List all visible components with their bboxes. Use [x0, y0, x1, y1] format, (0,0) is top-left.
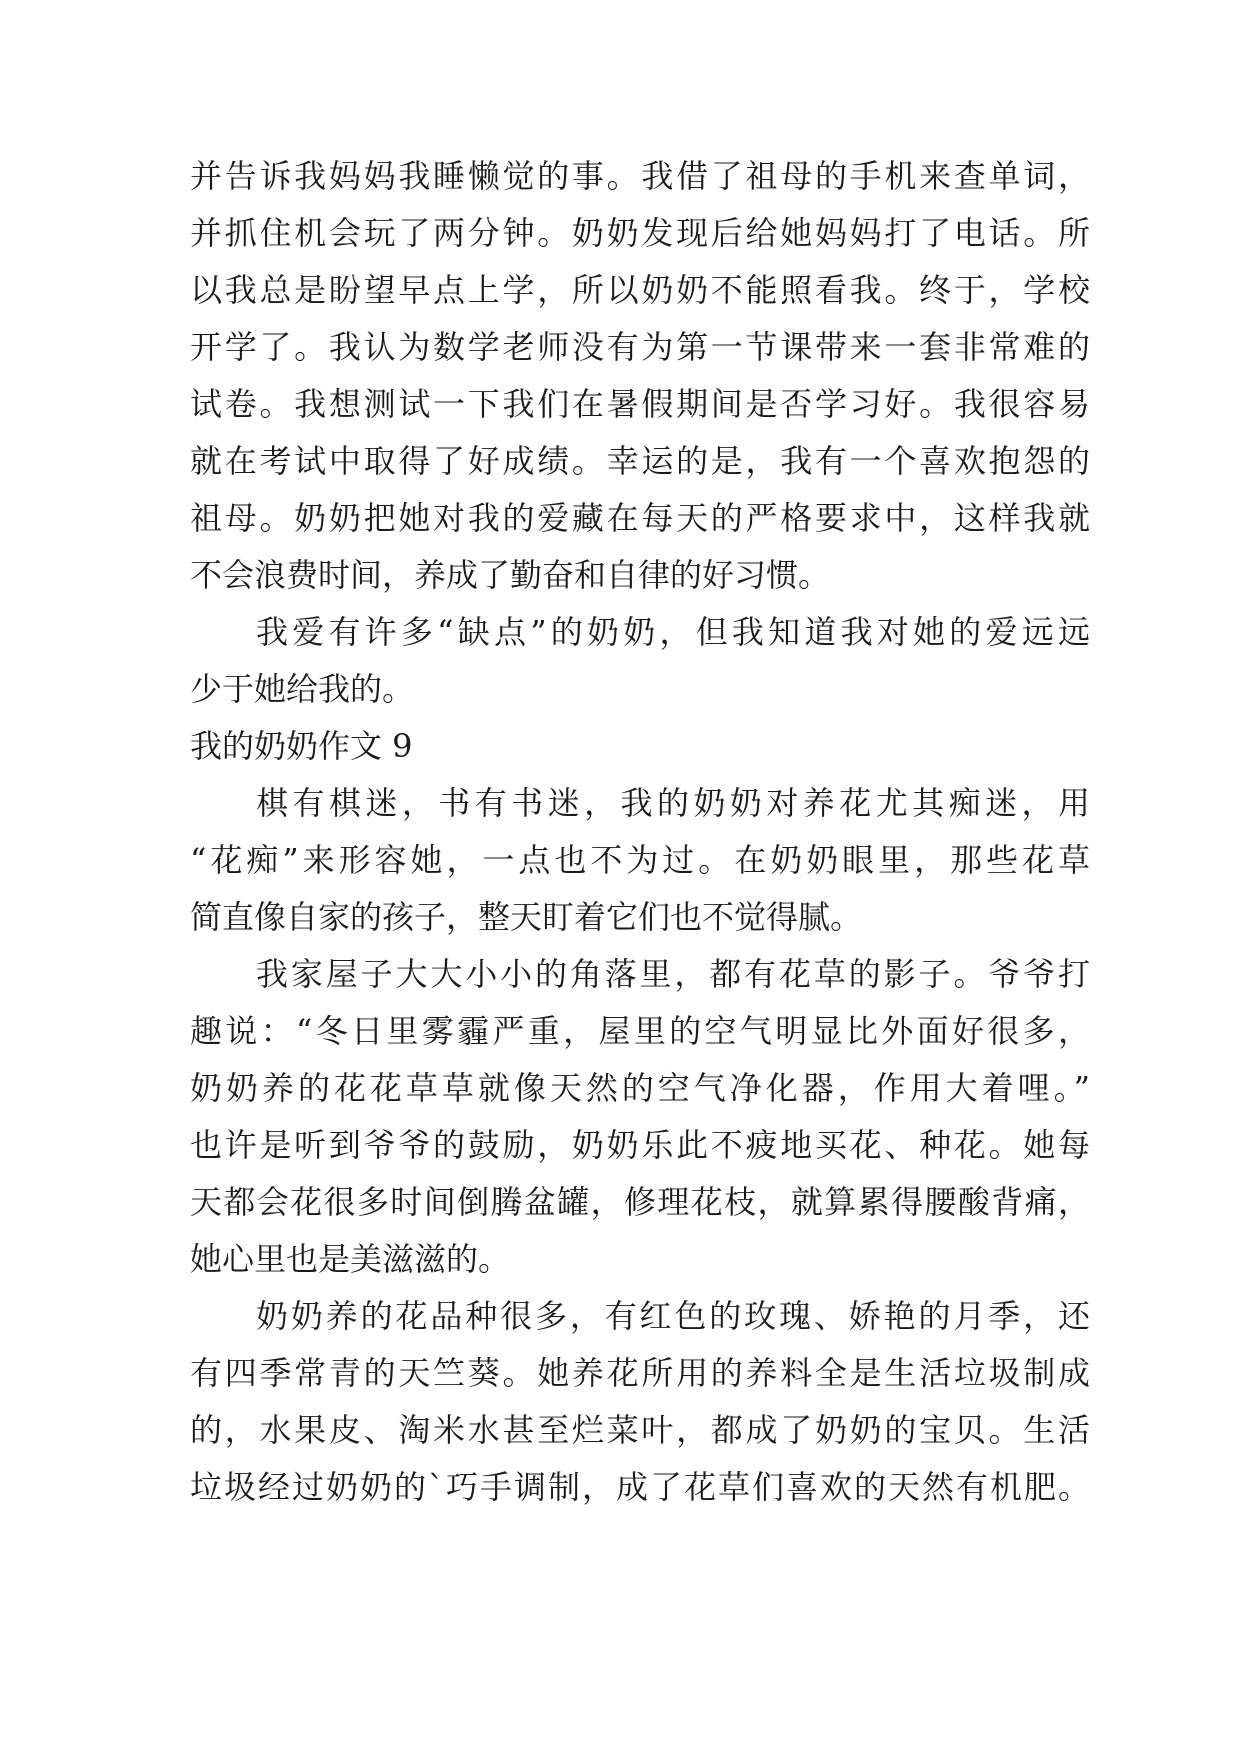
text-line: 她心里也是美滋滋的。 [190, 1240, 511, 1278]
text-line: 垃圾经过奶奶的`巧手调制，成了花草们喜欢的天然有机肥。 [190, 1468, 1090, 1506]
text-line: 并抓住机会玩了两分钟。奶奶发现后给她妈妈打了电话。所 [190, 214, 1090, 252]
paragraph-first-line: 我家屋子大大小小的角落里，都有花草的影子。爷爷打 [256, 955, 1090, 993]
text-line: 少于她给我的。 [190, 670, 415, 708]
text-line: 开学了。我认为数学老师没有为第一节课带来一套非常难的 [190, 328, 1090, 366]
text-line: 以我总是盼望早点上学，所以奶奶不能照看我。终于，学校 [190, 271, 1090, 309]
text-line: 的，水果皮、淘米水甚至烂菜叶，都成了奶奶的宝贝。生活 [190, 1411, 1090, 1449]
text-line: 奶奶养的花花草草就像天然的空气净化器，作用大着哩。” [190, 1069, 1090, 1107]
text-line: 祖母。奶奶把她对我的爱藏在每天的严格要求中，这样我就 [190, 499, 1090, 537]
text-line: 有四季常青的天竺葵。她养花所用的养料全是生活垃圾制成 [190, 1354, 1090, 1392]
text-line: 不会浪费时间，养成了勤奋和自律的好习惯。 [190, 556, 831, 594]
text-line: 简直像自家的孩子，整天盯着它们也不觉得腻。 [190, 898, 863, 936]
text-line: 试卷。我想测试一下我们在暑假期间是否学习好。我很容易 [190, 385, 1090, 423]
paragraph-first-line: 奶奶养的花品种很多，有红色的玫瑰、娇艳的月季，还 [256, 1297, 1090, 1335]
text-line: 也许是听到爷爷的鼓励，奶奶乐此不疲地买花、种花。她每 [190, 1126, 1090, 1164]
paragraph-first-line: 棋有棋迷，书有书迷，我的奶奶对养花尤其痴迷，用 [256, 784, 1090, 822]
essay-text [190, 148, 1090, 1516]
text-line: 趣说：“冬日里雾霾严重，屋里的空气明显比外面好很多， [190, 1012, 1090, 1050]
text-line: 并告诉我妈妈我睡懒觉的事。我借了祖母的手机来查单词， [190, 157, 1090, 195]
text-line: 就在考试中取得了好成绩。幸运的是，我有一个喜欢抱怨的 [190, 442, 1090, 480]
text-line: 天都会花很多时间倒腾盆罐，修理花枝，就算累得腰酸背痛， [190, 1183, 1090, 1221]
paragraph-first-line: 我爱有许多“缺点”的奶奶，但我知道我对她的爱远远 [256, 613, 1090, 651]
text-line: “花痴”来形容她，一点也不为过。在奶奶眼里，那些花草 [190, 841, 1090, 879]
essay-heading: 我的奶奶作文 9 [190, 727, 413, 765]
